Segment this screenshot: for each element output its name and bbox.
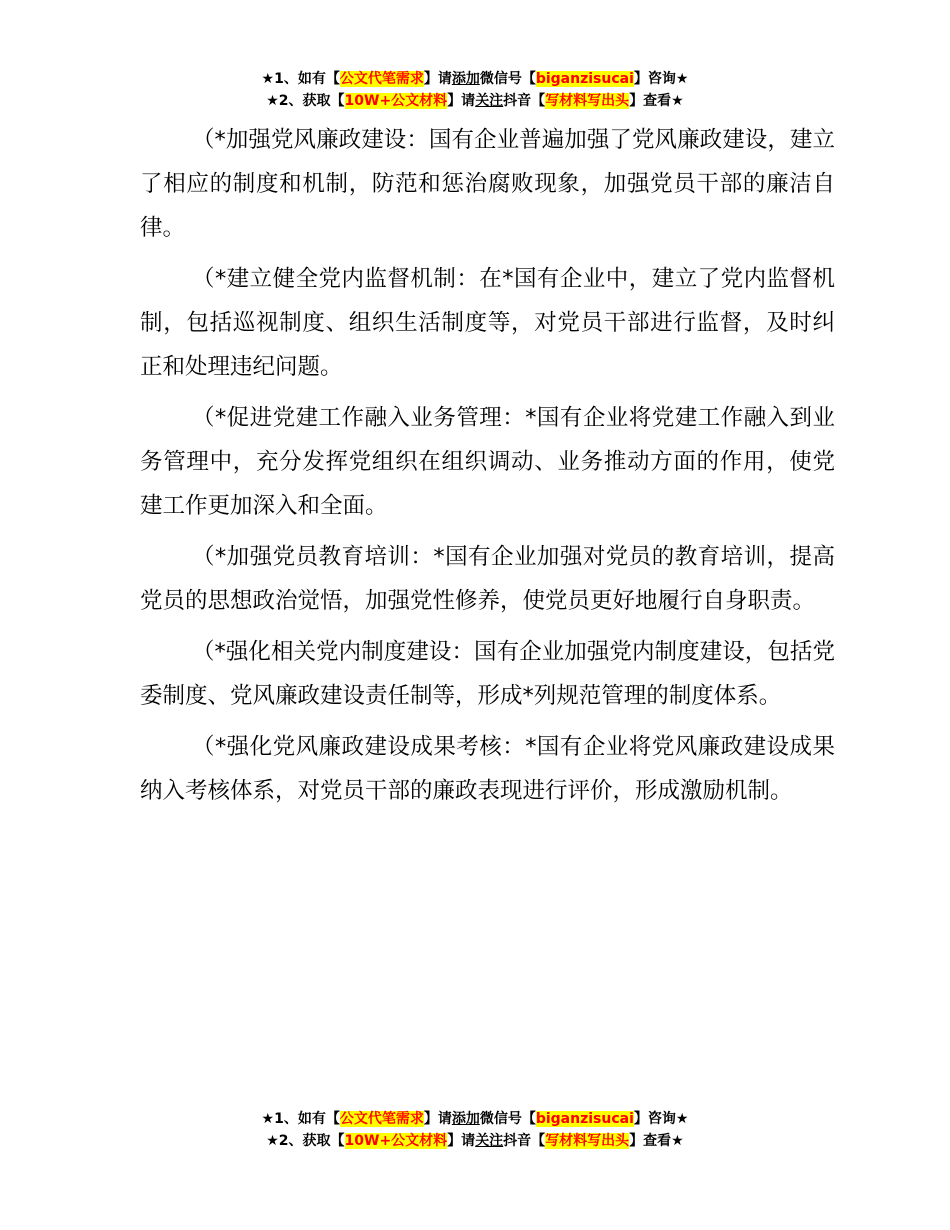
footer-wechat-id-highlight: biganzisucai bbox=[535, 1111, 634, 1127]
banner-1-mid: 】请 bbox=[423, 71, 452, 87]
banner-1-prefix: ★1、如有【 bbox=[261, 71, 340, 87]
footer-service-highlight: 公文代笔需求 bbox=[339, 1111, 424, 1127]
document-body bbox=[140, 118, 835, 820]
footer-2-suffix: 】查看★ bbox=[629, 1133, 684, 1149]
footer-1-mid: 】请 bbox=[423, 1111, 452, 1127]
banner-line-1 bbox=[0, 68, 950, 90]
banner-1-suffix: 】咨询★ bbox=[633, 71, 689, 87]
header-banner bbox=[0, 68, 950, 112]
banner-2-mid: 】请 bbox=[447, 93, 476, 109]
wechat-id-highlight: biganzisucai bbox=[535, 71, 634, 87]
banner-2-mid2: 抖音【 bbox=[503, 93, 546, 109]
add-emphasis: 添加 bbox=[451, 71, 480, 87]
footer-banner-line-1 bbox=[0, 1108, 950, 1130]
footer-1-prefix: ★1、如有【 bbox=[261, 1111, 340, 1127]
footer-douyin-id-highlight: 写材料写出头 bbox=[545, 1133, 630, 1149]
banner-line-2 bbox=[0, 90, 950, 112]
footer-2-mid: 】请 bbox=[447, 1133, 476, 1149]
footer-1-mid2: 微信号【 bbox=[479, 1111, 536, 1127]
paragraph: （*强化相关党内制度建设：国有企业加强党内制度建设，包括党委制度、党风廉政建设责任制等，形成*列规范管理的制度体系。 bbox=[140, 639, 835, 709]
paragraph: （*建立健全党内监督机制：在*国有企业中，建立了党内监督机制，包括巡视制度、组织生活制度等，对党员干部进行监督，及时纠正和处理违纪问题。 bbox=[140, 266, 835, 380]
paragraph: （*促进党建工作融入业务管理：*国有企业将党建工作融入到业务管理中，充分发挥党组织在组织调动、业务推动方面的作用，使党建工作更加深入和全面。 bbox=[140, 405, 835, 519]
footer-follow-emphasis: 关注 bbox=[475, 1133, 504, 1149]
material-highlight: 10W+公文材料 bbox=[344, 93, 448, 109]
banner-2-prefix: ★2、获取【 bbox=[266, 93, 345, 109]
footer-add-emphasis: 添加 bbox=[451, 1111, 480, 1127]
paragraph: （*加强党员教育培训：*国有企业加强对党员的教育培训，提高党员的思想政治觉悟，加强党性修养，使党员更好地履行自身职责。 bbox=[140, 544, 835, 614]
footer-banner bbox=[0, 1108, 950, 1152]
footer-banner-line-2 bbox=[0, 1130, 950, 1152]
footer-1-suffix: 】咨询★ bbox=[633, 1111, 689, 1127]
paragraph: （*强化党风廉政建设成果考核：*国有企业将党风廉政建设成果纳入考核体系，对党员干部的廉政表现进行评价，形成激励机制。 bbox=[140, 734, 835, 804]
paragraph: （*加强党风廉政建设：国有企业普遍加强了党风廉政建设，建立了相应的制度和机制，防范和惩治腐败现象，加强党员干部的廉洁自律。 bbox=[140, 127, 835, 241]
douyin-id-highlight: 写材料写出头 bbox=[545, 93, 630, 109]
banner-2-suffix: 】查看★ bbox=[629, 93, 684, 109]
service-highlight: 公文代笔需求 bbox=[339, 71, 424, 87]
footer-material-highlight: 10W+公文材料 bbox=[344, 1133, 448, 1149]
follow-emphasis: 关注 bbox=[475, 93, 504, 109]
footer-2-prefix: ★2、获取【 bbox=[266, 1133, 345, 1149]
banner-1-mid2: 微信号【 bbox=[479, 71, 536, 87]
footer-2-mid2: 抖音【 bbox=[503, 1133, 546, 1149]
